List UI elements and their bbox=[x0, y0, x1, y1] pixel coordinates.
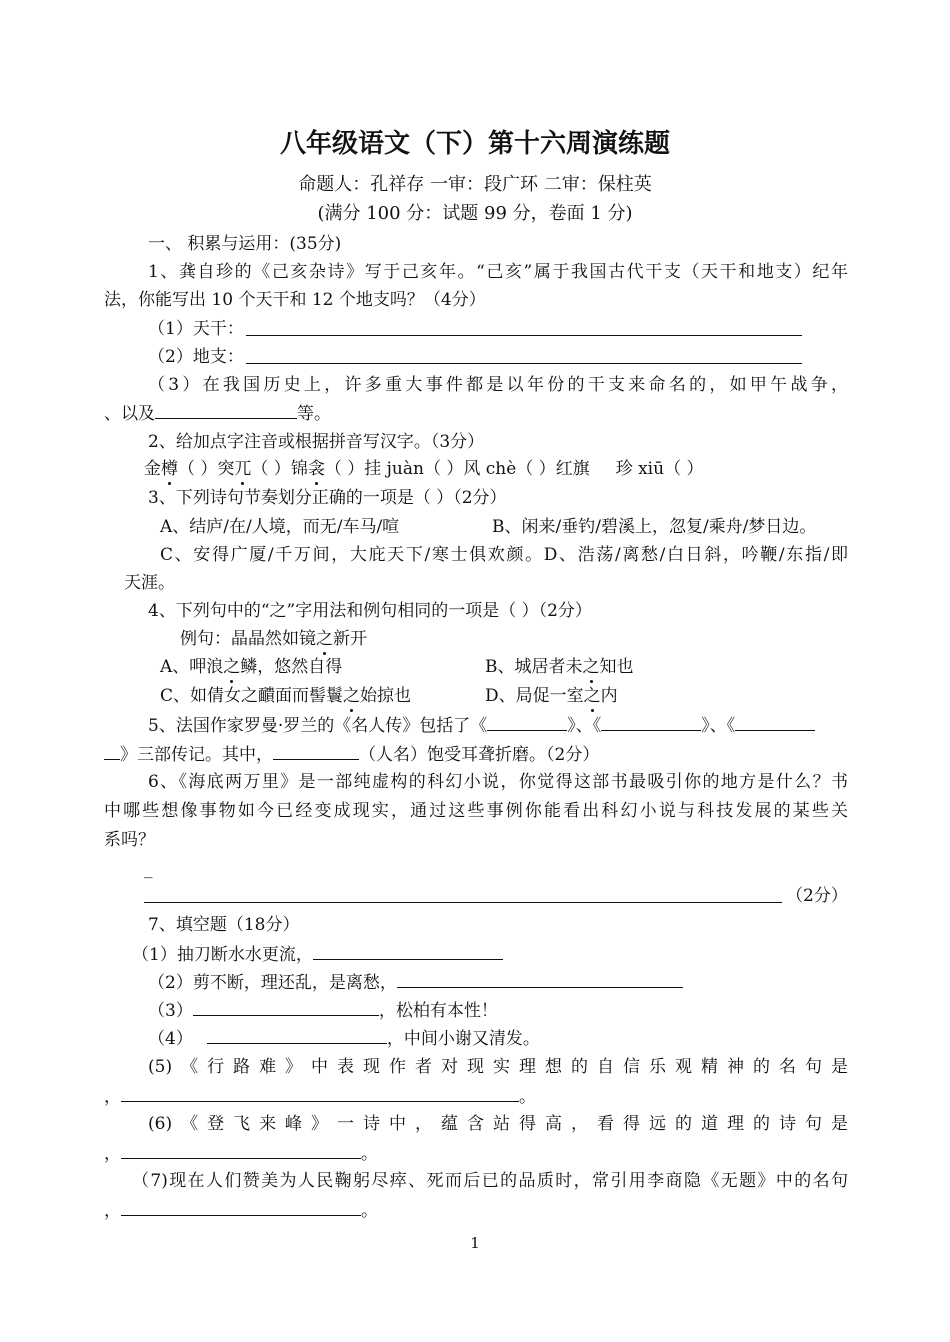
q1-tiangan-blank[interactable] bbox=[246, 335, 802, 336]
q7-s2: （2）剪不断，理还乱，是离愁， bbox=[148, 971, 683, 994]
authors-line: 命题人：孔祥存 一审：段广环 二审：保柱英 bbox=[298, 174, 652, 195]
q7-s5b: ， 。 bbox=[104, 1087, 536, 1107]
q7-line1: 7、填空题（18分） bbox=[148, 915, 300, 935]
q6-dash: _ bbox=[144, 859, 153, 879]
q5-name-blank[interactable] bbox=[273, 743, 359, 760]
q2-item: 突兀（ ） bbox=[217, 459, 291, 479]
q7-s6: (6)《登飞来峰》一诗中，蕴含站得高，看得远的道理的诗句是 bbox=[148, 1114, 848, 1134]
q4-option-c: C、如倩女之靧面而髻鬟之始掠也 bbox=[160, 686, 412, 706]
q2-item: 珍 xiū（ ） bbox=[615, 459, 704, 479]
q5-blank-2[interactable] bbox=[601, 714, 701, 731]
section-heading: 一、 积累与运用：(35分) bbox=[148, 234, 342, 254]
q2-item: 风 chè（ ） bbox=[463, 459, 556, 479]
q1-sub3-line2 bbox=[104, 402, 331, 425]
q2-line1: 2、给加点字注音或根据拼音写汉字。（3分） bbox=[148, 432, 485, 452]
q7-s2-blank[interactable] bbox=[397, 971, 683, 988]
q7-s7b: ， 。 bbox=[104, 1201, 378, 1221]
q7-s7: （7)现在人们赞美为人民鞠躬尽瘁、死而后已的品质时，常引用李商隐《无题》中的名句 bbox=[132, 1171, 848, 1191]
page-number: 1 bbox=[470, 1234, 480, 1252]
page-title: 八年级语文（下）第十六周演练题 bbox=[279, 129, 670, 159]
q5-blank-1[interactable] bbox=[487, 714, 567, 731]
q6-answer-blank[interactable] bbox=[144, 902, 782, 903]
q5-line1: 5、法国作家罗曼·罗兰的《名人传》包括了《 》、《 》、《 bbox=[148, 714, 815, 737]
q7-s6b: ， 。 bbox=[104, 1144, 378, 1164]
q7-s1: （1）抽刀断水水更流， bbox=[132, 943, 503, 966]
q3-option-cd-cont: 天涯。 bbox=[124, 573, 175, 593]
q1-sub1-label: （1）天干： bbox=[148, 319, 244, 339]
q7-s5-blank[interactable] bbox=[121, 1085, 519, 1102]
q1-sub3-post: 等。 bbox=[297, 404, 331, 424]
q1-dizhi-blank[interactable] bbox=[246, 363, 802, 364]
q7-s1-blank[interactable] bbox=[313, 943, 503, 960]
q2-item: 红旗 bbox=[555, 459, 590, 479]
q2-item: 金樽（ ） bbox=[144, 459, 218, 479]
q6-line2: 中哪些想像事物如今已经变成现实，通过这些事例你能看出科幻小说与科技发展的某些关 bbox=[104, 801, 848, 821]
q3-line1: 3、下列诗句节奏划分正确的一项是（ ）（2分） bbox=[148, 488, 507, 508]
q1-sub3-line1: （3）在我国历史上，许多重大事件都是以年份的干支来命名的，如甲午战争， bbox=[148, 375, 848, 395]
q7-s4-blank[interactable] bbox=[207, 1027, 387, 1044]
q3-option-cd: C、安得广厦/千万间，大庇天下/寒士俱欢颜。D、浩荡/离愁/白日斜，吟鞭/东指/即 bbox=[160, 545, 848, 565]
q1-sub3-blank[interactable] bbox=[155, 402, 297, 419]
score-note: (满分 100 分：试题 99 分，卷面 1 分) bbox=[317, 203, 633, 224]
q2-item: 锦衾（ ） bbox=[290, 459, 365, 479]
q7-s3-blank[interactable] bbox=[193, 999, 379, 1016]
q7-s7-blank[interactable] bbox=[121, 1199, 361, 1216]
q4-line1: 4、下列句中的“之”字用法和例句相同的一项是（ ）（2分） bbox=[148, 601, 592, 621]
q7-s4: （4） ，中间小谢又清发。 bbox=[148, 1029, 540, 1049]
q4-option-a: A、呷浪之鳞，悠然自得 bbox=[160, 657, 343, 677]
q4-example: 例句：晶晶然如镜之新开 bbox=[180, 629, 367, 649]
q3-option-b: B、闲来/垂钓/碧溪上，忽复/乘舟/梦日边。 bbox=[492, 517, 817, 537]
q5-line2: 》三部传记。其中， （人名）饱受耳聋折磨。（2分） bbox=[104, 743, 599, 766]
q6-line1: 6、《海底两万里》是一部纯虚构的科幻小说，你觉得这部书最吸引你的地方是什么？书 bbox=[148, 772, 848, 792]
q4-option-d: D、局促一室之内 bbox=[485, 686, 618, 706]
q4-option-b: B、城居者未之知也 bbox=[485, 657, 634, 677]
q7-s5: (5)《行路难》中表现作者对现实理想的自信乐观精神的名句是 bbox=[148, 1057, 848, 1077]
q3-option-a: A、结庐/在/人境，而无/车马/喧 bbox=[160, 517, 400, 537]
q1-sub3-pre: 、以及 bbox=[104, 404, 155, 424]
q5-blank-3[interactable] bbox=[735, 714, 815, 731]
q1-line1: 1、龚自珍的《己亥杂诗》写于己亥年。“己亥”属于我国古代干支（天干和地支）纪年 bbox=[148, 262, 848, 282]
q1-line2: 法，你能写出 10 个天干和 12 个地支吗？（4分） bbox=[104, 290, 486, 310]
q6-line3: 系吗？ bbox=[104, 830, 155, 850]
q2-items-row bbox=[144, 458, 703, 480]
q7-s3: （3） ，松柏有本性！ bbox=[148, 1001, 498, 1021]
q2-item: 挂 juàn（ ） bbox=[364, 459, 464, 479]
q6-score: （2分） bbox=[786, 886, 848, 906]
q5-blank-3-cont[interactable] bbox=[104, 743, 120, 760]
q1-sub2-label: （2）地支： bbox=[148, 347, 244, 367]
q7-s6-blank[interactable] bbox=[121, 1142, 361, 1159]
